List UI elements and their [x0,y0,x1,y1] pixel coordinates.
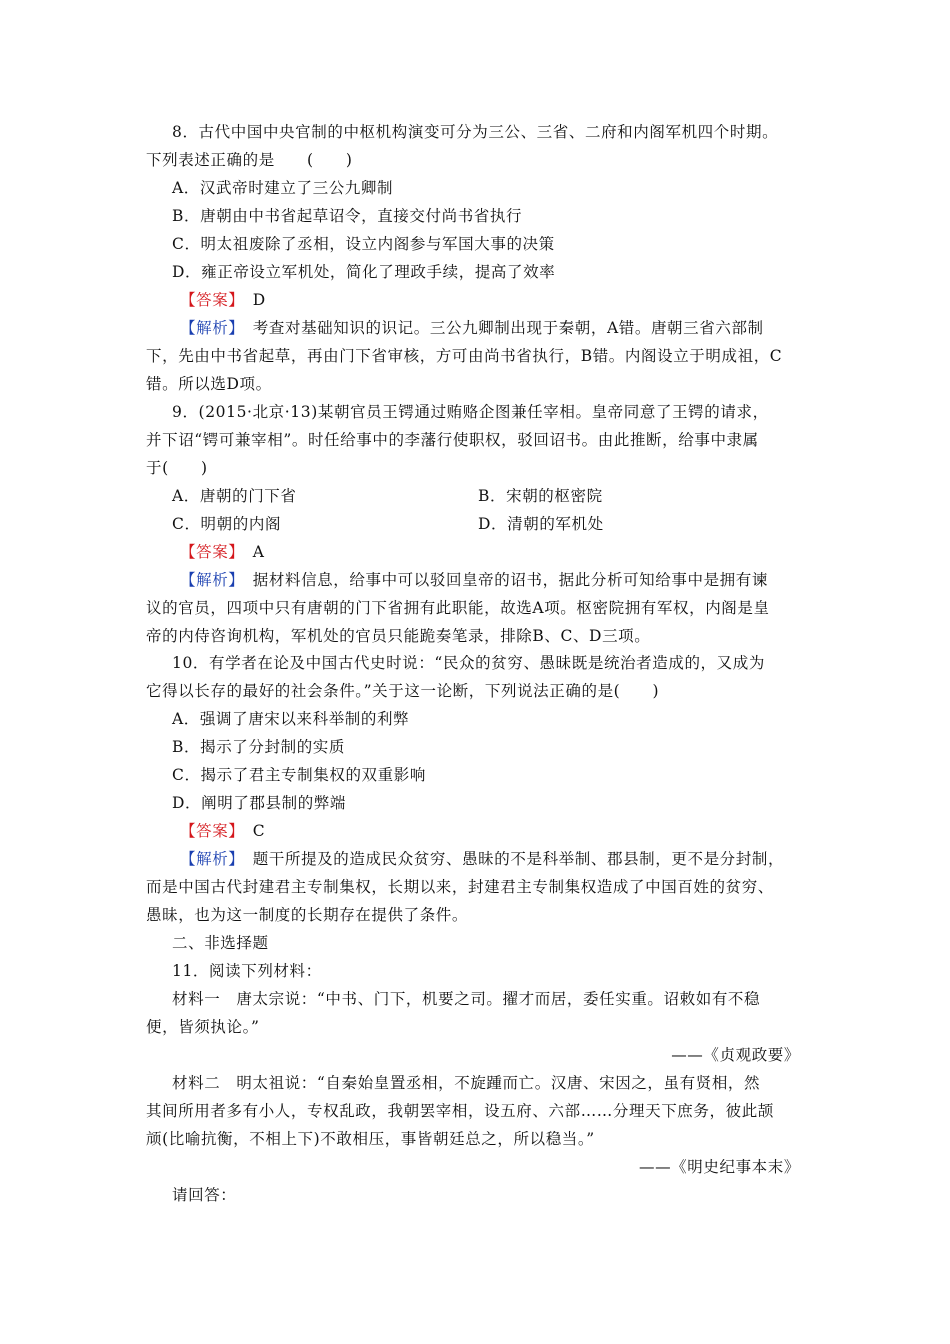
q8-option-c: C．明太祖废除了丞相，设立内阁参与军国大事的决策 [172,235,555,253]
q8-answer [180,290,266,310]
q10-explain-line-1 [180,849,784,869]
q8-stem-line-1: 8．古代中国中央官制的中枢机构演变可分为三公、三省、二府和内阁军机四个时期。 [172,123,779,141]
answer-tag: 【答案】 [180,291,237,309]
q8-stem-line-2: 下列表述正确的是 ( ) [146,151,353,169]
q10-answer [180,821,265,841]
q11-material-2-line-2: 其间所用者多有小人，专权乱政，我朝罢宰相，设五府、六部……分理天下庶务，彼此颉 [146,1102,774,1120]
q9-stem-line-2: 并下诏“锷可兼宰相”。时任给事中的李藩行使职权，驳回诏书。由此推断，给事中隶属 [146,431,759,449]
q9-option-c: C．明朝的内阁 [172,515,282,533]
q9-stem-line-3: 于( ) [146,459,208,477]
q9-explain-line-1 [180,570,768,590]
q8-explain-line-2: 下，先由中书省起草，再由门下省审核，方可由尚书省执行，B错。内阁设立于明成祖，C [146,347,783,365]
q10-explain-line-3: 愚昧，也为这一制度的长期存在提供了条件。 [146,906,469,924]
q10-option-d: D．阐明了郡县制的弊端 [172,794,347,812]
q11-material-1-line-2: 便，皆须执论。” [146,1018,260,1036]
q11-material-1-source: ——《贞观政要》 [671,1046,800,1064]
q11-material-2-line-3: 颃(比喻抗衡，不相上下)不敢相压，事皆朝廷总之，所以稳当。” [146,1130,595,1148]
explain-tag: 【解析】 [180,319,237,337]
answer-value: C [252,822,266,840]
q10-explain-line-2: 而是中国古代封建君主专制集权，长期以来，封建君主专制集权造成了中国百姓的贫穷、 [146,878,774,896]
answer-tag: 【答案】 [180,822,237,840]
q11-prompt: 请回答： [172,1186,237,1204]
q9-option-d: D．清朝的军机处 [478,515,604,533]
explain-tag: 【解析】 [180,571,237,589]
q10-stem-line-1: 10．有学者在论及中国古代史时说：“民众的贫穷、愚昧既是统治者造成的，又成为 [172,654,765,672]
q9-explain-line-3: 帝的内侍咨询机构，军机处的官员只能跪奏笔录，排除B、C、D三项。 [146,627,651,645]
q10-option-b: B．揭示了分封制的实质 [172,738,345,756]
q10-option-c: C．揭示了君主专制集权的双重影响 [172,766,426,784]
q8-option-b: B．唐朝由中书省起草诏令，直接交付尚书省执行 [172,207,523,225]
q9-option-b: B．宋朝的枢密院 [478,487,603,505]
explain-text: 据材料信息，给事中可以驳回皇帝的诏书，据此分析可知给事中是拥有谏 [252,571,768,589]
explain-text: 考查对基础知识的识记。三公九卿制出现于秦朝，A错。唐朝三省六部制 [252,319,764,337]
q11-material-2-source: ——《明史纪事本末》 [638,1158,800,1176]
q9-explain-line-2: 议的官员，四项中只有唐朝的门下省拥有此职能，故选A项。枢密院拥有军权，内阁是皇 [146,599,770,617]
q8-option-a: A．汉武帝时建立了三公九卿制 [172,179,394,197]
q8-explain-line-3: 错。所以选D项。 [146,375,272,393]
q11-intro: 11．阅读下列材料： [172,962,322,980]
q9-option-a: A．唐朝的门下省 [172,487,297,505]
q10-stem-line-2: 它得以长存的最好的社会条件。”关于这一论断，下列说法正确的是( ) [146,682,660,700]
q8-explain-line-1 [180,318,764,338]
answer-value: A [252,543,265,561]
explain-text: 题干所提及的造成民众贫穷、愚昧的不是科举制、郡县制，更不是分封制， [252,850,785,868]
answer-value: D [252,291,266,309]
q11-material-2-line-1: 材料二 明太祖说：“自秦始皇置丞相，不旋踵而亡。汉唐、宋因之，虽有贤相，然 [172,1074,761,1092]
q11-material-1-line-1: 材料一 唐太宗说：“中书、门下，机要之司。擢才而居，委任实重。诏敕如有不稳 [172,990,761,1008]
answer-tag: 【答案】 [180,543,237,561]
q9-stem-line-1: 9．(2015·北京·13)某朝官员王锷通过贿赂企图兼任宰相。皇帝同意了王锷的请求， [172,403,769,421]
q8-option-d: D．雍正帝设立军机处，简化了理政手续，提高了效率 [172,263,556,281]
explain-tag: 【解析】 [180,850,237,868]
section-heading: 二、非选择题 [172,934,269,952]
q9-answer [180,542,265,562]
q10-option-a: A．强调了唐宋以来科举制的利弊 [172,710,410,728]
